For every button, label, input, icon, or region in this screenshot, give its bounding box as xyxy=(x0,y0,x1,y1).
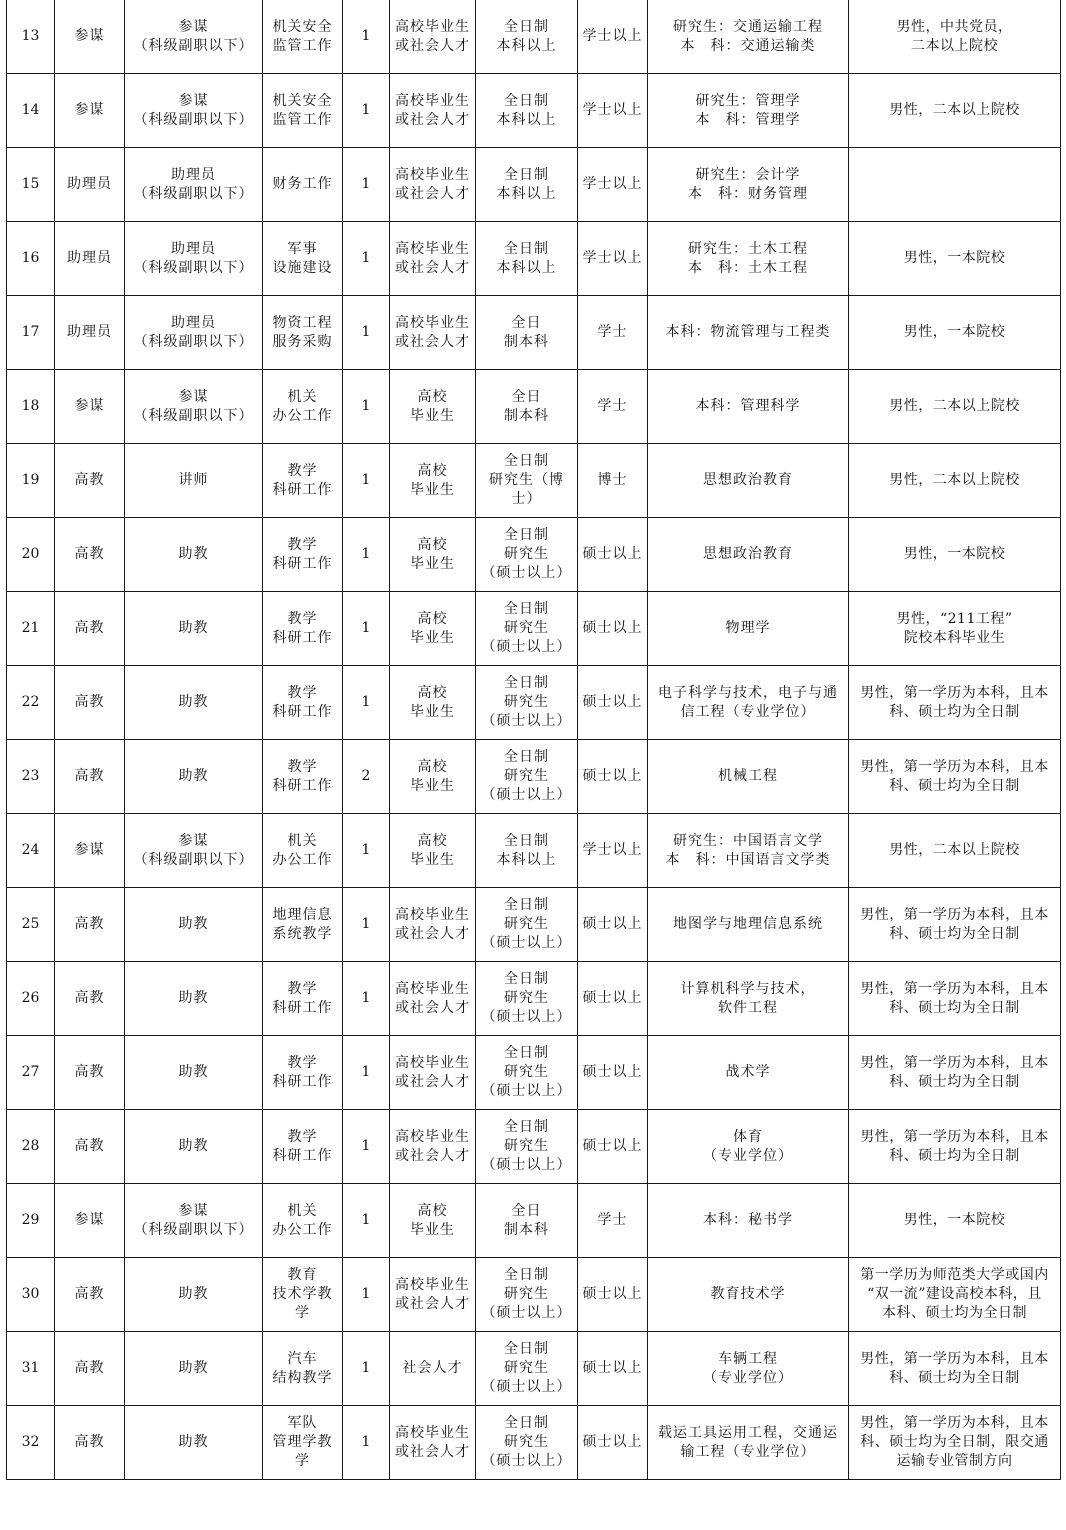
category-cell: 参谋 xyxy=(55,370,125,444)
headcount-cell: 1 xyxy=(343,1036,390,1110)
headcount-cell: 1 xyxy=(343,888,390,962)
headcount-cell: 1 xyxy=(343,1406,390,1480)
category-cell: 参谋 xyxy=(55,1184,125,1258)
category-cell: 参谋 xyxy=(55,814,125,888)
category-cell: 助理员 xyxy=(55,222,125,296)
table-row xyxy=(7,740,1061,814)
post-cell: 讲师 xyxy=(125,444,263,518)
education-cell: 全日制 本科以上 xyxy=(476,74,578,148)
headcount-cell: 1 xyxy=(343,1184,390,1258)
candidate-source-cell: 高校 毕业生 xyxy=(390,370,476,444)
post-cell: 助教 xyxy=(125,962,263,1036)
candidate-source-cell: 高校毕业生 或社会人才 xyxy=(390,74,476,148)
requirements-cell: 男性，二本以上院校 xyxy=(849,814,1061,888)
row-number-cell: 32 xyxy=(7,1406,55,1480)
degree-cell: 硕士以上 xyxy=(578,1332,648,1406)
major-cell: 思想政治教育 xyxy=(648,518,849,592)
education-cell: 全日制 研究生 （硕士以上） xyxy=(476,518,578,592)
post-cell: 助理员 （科级副职以下） xyxy=(125,222,263,296)
requirements-cell: 男性，第一学历为本科，且本 科、硕士均为全日制 xyxy=(849,1110,1061,1184)
education-cell: 全日制 研究生 （硕士以上） xyxy=(476,592,578,666)
headcount-cell: 1 xyxy=(343,814,390,888)
table-row xyxy=(7,296,1061,370)
major-cell: 本科：物流管理与工程类 xyxy=(648,296,849,370)
row-number-cell: 23 xyxy=(7,740,55,814)
education-cell: 全日制 研究生 （硕士以上） xyxy=(476,1110,578,1184)
major-cell: 电子科学与技术，电子与通 信工程（专业学位） xyxy=(648,666,849,740)
candidate-source-cell: 高校毕业生 或社会人才 xyxy=(390,148,476,222)
major-cell: 本科：管理科学 xyxy=(648,370,849,444)
education-cell: 全日制 本科以上 xyxy=(476,814,578,888)
post-cell: 助理员 （科级副职以下） xyxy=(125,148,263,222)
work-content-cell: 汽车 结构教学 xyxy=(263,1332,343,1406)
education-cell: 全日制 本科以上 xyxy=(476,222,578,296)
degree-cell: 学士 xyxy=(578,296,648,370)
row-number-cell: 19 xyxy=(7,444,55,518)
post-cell: 参谋 （科级副职以下） xyxy=(125,1184,263,1258)
requirements-cell: 男性，第一学历为本科，且本 科、硕士均为全日制 xyxy=(849,888,1061,962)
headcount-cell: 1 xyxy=(343,444,390,518)
degree-cell: 硕士以上 xyxy=(578,1036,648,1110)
category-cell: 高教 xyxy=(55,666,125,740)
headcount-cell: 1 xyxy=(343,0,390,74)
requirements-cell: 男性，第一学历为本科，且本 科、硕士均为全日制，限交通 运输专业管制方向 xyxy=(849,1406,1061,1480)
table-row xyxy=(7,888,1061,962)
row-number-cell: 14 xyxy=(7,74,55,148)
post-cell: 助教 xyxy=(125,1036,263,1110)
work-content-cell: 教学 科研工作 xyxy=(263,666,343,740)
major-cell: 机械工程 xyxy=(648,740,849,814)
degree-cell: 硕士以上 xyxy=(578,962,648,1036)
post-cell: 助理员 （科级副职以下） xyxy=(125,296,263,370)
degree-cell: 硕士以上 xyxy=(578,518,648,592)
candidate-source-cell: 高校毕业生 或社会人才 xyxy=(390,0,476,74)
post-cell: 助教 xyxy=(125,666,263,740)
row-number-cell: 20 xyxy=(7,518,55,592)
headcount-cell: 1 xyxy=(343,1110,390,1184)
requirements-cell: 男性，第一学历为本科，且本 科、硕士均为全日制 xyxy=(849,962,1061,1036)
requirements-cell: 男性，第一学历为本科，且本 科、硕士均为全日制 xyxy=(849,1036,1061,1110)
major-cell: 地图学与地理信息系统 xyxy=(648,888,849,962)
post-cell: 助教 xyxy=(125,518,263,592)
major-cell: 体育 （专业学位） xyxy=(648,1110,849,1184)
candidate-source-cell: 高校 毕业生 xyxy=(390,666,476,740)
recruitment-table xyxy=(6,0,1061,1480)
candidate-source-cell: 高校毕业生 或社会人才 xyxy=(390,962,476,1036)
major-cell: 研究生：中国语言文学 本 科：中国语言文学类 xyxy=(648,814,849,888)
post-cell: 助教 xyxy=(125,592,263,666)
requirements-cell: 男性，中共党员， 二本以上院校 xyxy=(849,0,1061,74)
table-row xyxy=(7,592,1061,666)
education-cell: 全日制 本科以上 xyxy=(476,0,578,74)
major-cell: 物理学 xyxy=(648,592,849,666)
table-row xyxy=(7,814,1061,888)
work-content-cell: 机关安全 监管工作 xyxy=(263,0,343,74)
work-content-cell: 教育 技术学教 学 xyxy=(263,1258,343,1332)
major-cell: 计算机科学与技术， 软件工程 xyxy=(648,962,849,1036)
post-cell: 助教 xyxy=(125,1258,263,1332)
degree-cell: 博士 xyxy=(578,444,648,518)
table-row xyxy=(7,444,1061,518)
headcount-cell: 1 xyxy=(343,518,390,592)
candidate-source-cell: 高校 毕业生 xyxy=(390,592,476,666)
major-cell: 研究生：交通运输工程 本 科：交通运输类 xyxy=(648,0,849,74)
post-cell: 助教 xyxy=(125,1110,263,1184)
education-cell: 全日制 研究生 （硕士以上） xyxy=(476,1258,578,1332)
headcount-cell: 1 xyxy=(343,1258,390,1332)
work-content-cell: 教学 科研工作 xyxy=(263,592,343,666)
category-cell: 高教 xyxy=(55,444,125,518)
degree-cell: 硕士以上 xyxy=(578,666,648,740)
headcount-cell: 1 xyxy=(343,962,390,1036)
candidate-source-cell: 社会人才 xyxy=(390,1332,476,1406)
row-number-cell: 22 xyxy=(7,666,55,740)
degree-cell: 学士 xyxy=(578,1184,648,1258)
work-content-cell: 物资工程 服务采购 xyxy=(263,296,343,370)
row-number-cell: 15 xyxy=(7,148,55,222)
education-cell: 全日制 研究生 （硕士以上） xyxy=(476,1406,578,1480)
row-number-cell: 26 xyxy=(7,962,55,1036)
requirements-cell: 第一学历为师范类大学或国内 “双一流”建设高校本科，且 本科、硕士均为全日制 xyxy=(849,1258,1061,1332)
degree-cell: 学士以上 xyxy=(578,74,648,148)
work-content-cell: 军队 管理学教 学 xyxy=(263,1406,343,1480)
headcount-cell: 1 xyxy=(343,666,390,740)
degree-cell: 学士以上 xyxy=(578,814,648,888)
category-cell: 参谋 xyxy=(55,0,125,74)
work-content-cell: 教学 科研工作 xyxy=(263,1110,343,1184)
table-row xyxy=(7,0,1061,74)
requirements-cell: 男性，二本以上院校 xyxy=(849,370,1061,444)
category-cell: 高教 xyxy=(55,740,125,814)
row-number-cell: 29 xyxy=(7,1184,55,1258)
candidate-source-cell: 高校 毕业生 xyxy=(390,740,476,814)
work-content-cell: 教学 科研工作 xyxy=(263,740,343,814)
category-cell: 高教 xyxy=(55,888,125,962)
category-cell: 高教 xyxy=(55,1110,125,1184)
candidate-source-cell: 高校毕业生 或社会人才 xyxy=(390,1110,476,1184)
candidate-source-cell: 高校毕业生 或社会人才 xyxy=(390,888,476,962)
requirements-cell: 男性，“211工程” 院校本科毕业生 xyxy=(849,592,1061,666)
degree-cell: 学士以上 xyxy=(578,148,648,222)
work-content-cell: 机关安全 监管工作 xyxy=(263,74,343,148)
requirements-cell: 男性，二本以上院校 xyxy=(849,444,1061,518)
work-content-cell: 财务工作 xyxy=(263,148,343,222)
requirements-cell: 男性，一本院校 xyxy=(849,222,1061,296)
category-cell: 高教 xyxy=(55,592,125,666)
table-row xyxy=(7,370,1061,444)
row-number-cell: 16 xyxy=(7,222,55,296)
degree-cell: 硕士以上 xyxy=(578,740,648,814)
headcount-cell: 1 xyxy=(343,370,390,444)
candidate-source-cell: 高校 毕业生 xyxy=(390,1184,476,1258)
post-cell: 参谋 （科级副职以下） xyxy=(125,74,263,148)
education-cell: 全日制 研究生 （硕士以上） xyxy=(476,740,578,814)
table-row xyxy=(7,148,1061,222)
category-cell: 高教 xyxy=(55,1332,125,1406)
education-cell: 全日制 研究生 （硕士以上） xyxy=(476,888,578,962)
table-row xyxy=(7,1110,1061,1184)
education-cell: 全日制 研究生 （硕士以上） xyxy=(476,962,578,1036)
headcount-cell: 1 xyxy=(343,74,390,148)
work-content-cell: 教学 科研工作 xyxy=(263,518,343,592)
requirements-cell: 男性，第一学历为本科，且本 科、硕士均为全日制 xyxy=(849,1332,1061,1406)
category-cell: 助理员 xyxy=(55,296,125,370)
work-content-cell: 地理信息 系统教学 xyxy=(263,888,343,962)
education-cell: 全日 制本科 xyxy=(476,370,578,444)
table-row xyxy=(7,74,1061,148)
major-cell: 研究生：会计学 本 科：财务管理 xyxy=(648,148,849,222)
post-cell: 助教 xyxy=(125,740,263,814)
candidate-source-cell: 高校毕业生 或社会人才 xyxy=(390,222,476,296)
education-cell: 全日制 研究生 （硕士以上） xyxy=(476,666,578,740)
table-row xyxy=(7,1332,1061,1406)
education-cell: 全日制 研究生 （硕士以上） xyxy=(476,1036,578,1110)
degree-cell: 硕士以上 xyxy=(578,592,648,666)
row-number-cell: 25 xyxy=(7,888,55,962)
education-cell: 全日制 研究生（博 士） xyxy=(476,444,578,518)
post-cell: 助教 xyxy=(125,1406,263,1480)
work-content-cell: 教学 科研工作 xyxy=(263,1036,343,1110)
post-cell: 助教 xyxy=(125,1332,263,1406)
row-number-cell: 28 xyxy=(7,1110,55,1184)
major-cell: 载运工具运用工程，交通运 输工程（专业学位） xyxy=(648,1406,849,1480)
major-cell: 战术学 xyxy=(648,1036,849,1110)
table-row xyxy=(7,666,1061,740)
major-cell: 本科：秘书学 xyxy=(648,1184,849,1258)
row-number-cell: 27 xyxy=(7,1036,55,1110)
major-cell: 思想政治教育 xyxy=(648,444,849,518)
candidate-source-cell: 高校毕业生 或社会人才 xyxy=(390,1258,476,1332)
candidate-source-cell: 高校毕业生 或社会人才 xyxy=(390,296,476,370)
headcount-cell: 2 xyxy=(343,740,390,814)
requirements-cell: 男性，一本院校 xyxy=(849,1184,1061,1258)
row-number-cell: 18 xyxy=(7,370,55,444)
headcount-cell: 1 xyxy=(343,296,390,370)
candidate-source-cell: 高校毕业生 或社会人才 xyxy=(390,1036,476,1110)
table-body xyxy=(7,0,1061,1480)
category-cell: 高教 xyxy=(55,962,125,1036)
table-row xyxy=(7,222,1061,296)
category-cell: 助理员 xyxy=(55,148,125,222)
degree-cell: 硕士以上 xyxy=(578,1110,648,1184)
category-cell: 高教 xyxy=(55,1036,125,1110)
degree-cell: 硕士以上 xyxy=(578,888,648,962)
category-cell: 高教 xyxy=(55,1406,125,1480)
post-cell: 助教 xyxy=(125,888,263,962)
work-content-cell: 机关 办公工作 xyxy=(263,1184,343,1258)
category-cell: 高教 xyxy=(55,518,125,592)
work-content-cell: 教学 科研工作 xyxy=(263,444,343,518)
requirements-cell: 男性，第一学历为本科，且本 科、硕士均为全日制 xyxy=(849,740,1061,814)
requirements-cell: 男性，一本院校 xyxy=(849,518,1061,592)
major-cell: 研究生：管理学 本 科：管理学 xyxy=(648,74,849,148)
row-number-cell: 13 xyxy=(7,0,55,74)
headcount-cell: 1 xyxy=(343,592,390,666)
category-cell: 高教 xyxy=(55,1258,125,1332)
major-cell: 教育技术学 xyxy=(648,1258,849,1332)
row-number-cell: 24 xyxy=(7,814,55,888)
degree-cell: 学士以上 xyxy=(578,222,648,296)
degree-cell: 硕士以上 xyxy=(578,1258,648,1332)
post-cell: 参谋 （科级副职以下） xyxy=(125,814,263,888)
table-row xyxy=(7,1258,1061,1332)
major-cell: 车辆工程 （专业学位） xyxy=(648,1332,849,1406)
requirements-cell: 男性，一本院校 xyxy=(849,296,1061,370)
requirements-cell xyxy=(849,148,1061,222)
major-cell: 研究生：土木工程 本 科：土木工程 xyxy=(648,222,849,296)
education-cell: 全日 制本科 xyxy=(476,296,578,370)
row-number-cell: 21 xyxy=(7,592,55,666)
requirements-cell: 男性，第一学历为本科，且本 科、硕士均为全日制 xyxy=(849,666,1061,740)
headcount-cell: 1 xyxy=(343,1332,390,1406)
row-number-cell: 17 xyxy=(7,296,55,370)
table-row xyxy=(7,962,1061,1036)
degree-cell: 学士 xyxy=(578,370,648,444)
candidate-source-cell: 高校 毕业生 xyxy=(390,814,476,888)
degree-cell: 硕士以上 xyxy=(578,1406,648,1480)
candidate-source-cell: 高校毕业生 或社会人才 xyxy=(390,1406,476,1480)
table-row xyxy=(7,1406,1061,1480)
degree-cell: 学士以上 xyxy=(578,0,648,74)
row-number-cell: 30 xyxy=(7,1258,55,1332)
candidate-source-cell: 高校 毕业生 xyxy=(390,518,476,592)
education-cell: 全日 制本科 xyxy=(476,1184,578,1258)
education-cell: 全日制 本科以上 xyxy=(476,148,578,222)
row-number-cell: 31 xyxy=(7,1332,55,1406)
candidate-source-cell: 高校 毕业生 xyxy=(390,444,476,518)
post-cell: 参谋 （科级副职以下） xyxy=(125,370,263,444)
table-row xyxy=(7,1036,1061,1110)
headcount-cell: 1 xyxy=(343,148,390,222)
requirements-cell: 男性，二本以上院校 xyxy=(849,74,1061,148)
work-content-cell: 机关 办公工作 xyxy=(263,370,343,444)
work-content-cell: 教学 科研工作 xyxy=(263,962,343,1036)
category-cell: 参谋 xyxy=(55,74,125,148)
work-content-cell: 机关 办公工作 xyxy=(263,814,343,888)
work-content-cell: 军事 设施建设 xyxy=(263,222,343,296)
education-cell: 全日制 研究生 （硕士以上） xyxy=(476,1332,578,1406)
headcount-cell: 1 xyxy=(343,222,390,296)
table-row xyxy=(7,1184,1061,1258)
post-cell: 参谋 （科级副职以下） xyxy=(125,0,263,74)
table-row xyxy=(7,518,1061,592)
